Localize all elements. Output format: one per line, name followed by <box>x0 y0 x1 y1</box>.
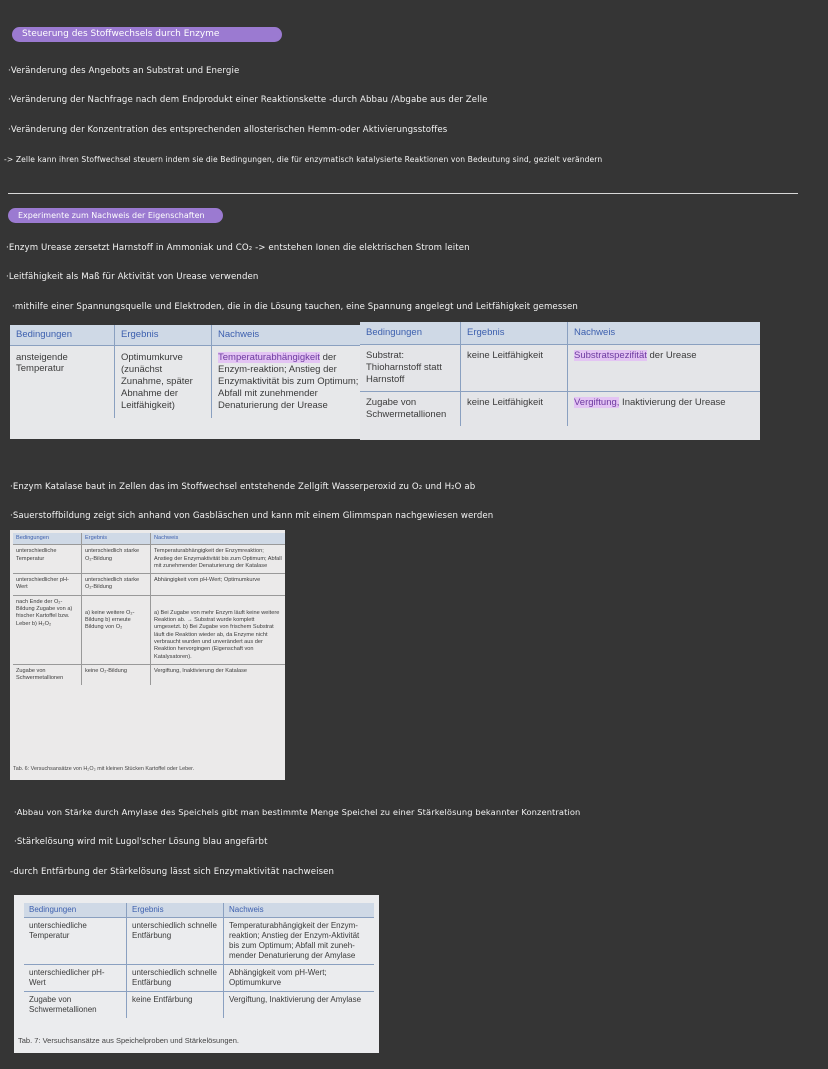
table-caption: Tab. 7: Versuchsansätze aus Speichelproben und Stärkelösungen. <box>18 1036 239 1045</box>
column-header: Ergebnis <box>127 903 224 918</box>
table-cell: keine O₂-Bildung <box>82 664 151 685</box>
table-cell: keine Entfärbung <box>127 992 224 1019</box>
section-heading-enzyme-control: Steuerung des Stoffwechsels durch Enzyme <box>12 27 282 42</box>
note-line: -> Zelle kann ihren Stoffwechsel steuern indem sie die Bedingungen, die für enzymatisch katalysierte Reaktionen von Bedeutung sind, gezielt verändern <box>4 155 603 164</box>
table-cell: Zugabe von Schwermetallionen <box>13 664 82 685</box>
section-heading-experiments: Experimente zum Nachweis der Eigenschaften <box>8 208 223 223</box>
column-header: Bedingungen <box>360 322 461 344</box>
note-line: ·Stärkelösung wird mit Lugol'scher Lösung blau angefärbt <box>14 837 268 847</box>
table-cell: a) keine weitere O₂-Bildung b) erneute Bildung von O₂ <box>82 595 151 664</box>
table-cell: Vergiftung, Inaktivierung der Urease <box>574 396 726 408</box>
urease-table-specificity <box>360 322 760 426</box>
note-line: ·Sauerstoffbildung zeigt sich anhand von Gasbläschen und kann mit einem Glimmspan nachgewiesen werden <box>10 511 494 521</box>
table-cell: unterschiedliche Temperatur <box>24 918 127 965</box>
table-cell: Vergiftung, Inaktivierung der Katalase <box>154 667 247 674</box>
table-cell: keine Leitfähigkeit <box>461 344 568 391</box>
amylase-table-photo <box>14 895 379 1053</box>
highlight: Vergiftung, <box>574 396 620 408</box>
table-cell: unterschiedlicher pH-Wert <box>13 574 82 596</box>
table-cell: Temperaturabhängigkeit der Enzymreaktion; Anstieg der Enzymaktivität bis zum Optimum; Abfall mit zunehmender Denaturierung der Katalase <box>154 548 282 569</box>
table-cell: Substrat: Thioharnstoff statt Harnstoff <box>360 344 461 391</box>
table-cell: a) Bei Zugabe von mehr Enzym läuft keine weitere Reaktion ab. → Substrat wurde komplett umgesetzt. b) Bei Zugabe von frischem Substrat läuft die Reaktion wieder ab, da Enzyme nicht verbraucht wurden und unverändert aus der Reaktion hervorgingen (Eigenschaft von Katalysatoren). <box>154 609 280 660</box>
table-cell: unterschiedlich starke O₂-Bildung <box>82 574 151 596</box>
table-cell: Optimumkurve (zunächst Zunahme, später Abnahme der Leitfähigkeit) <box>115 345 212 418</box>
catalase-table <box>13 533 285 685</box>
column-header: Ergebnis <box>115 325 212 345</box>
table-caption: Tab. 6: Versuchsansätze von H₂O₂ mit kleinen Stücken Kartoffel oder Leber. <box>13 766 195 772</box>
table-cell: Temperaturabhängigkeit der Enzym-reaktion; Anstieg der Enzym-Aktivität bis zum Optimum; Abfall mit zuneh-mender Denaturierung der Amylase <box>229 921 360 960</box>
divider <box>8 193 798 194</box>
column-header: Bedingungen <box>13 533 82 545</box>
note-line: -durch Entfärbung der Stärkelösung lässt sich Enzymaktivität nachweisen <box>10 867 335 877</box>
note-line: ·Leitfähigkeit als Maß für Aktivität von Urease verwenden <box>6 272 259 282</box>
note-line: ·Enzym Urease zersetzt Harnstoff in Ammoniak und CO₂ -> entstehen Ionen die elektrischen Strom leiten <box>6 243 470 253</box>
column-header: Ergebnis <box>82 533 151 545</box>
highlight: Substratspezifität <box>574 349 647 361</box>
column-header: Bedingungen <box>10 325 115 345</box>
table-cell: Abhängigkeit vom pH-Wert; Optimumkurve <box>154 577 261 584</box>
table-cell: Abhängigkeit vom pH-Wert; Optimumkurve <box>229 968 327 987</box>
highlight: Temperaturabhängigkeit <box>218 351 320 363</box>
note-line: ·mithilfe einer Spannungsquelle und Elektroden, die in die Lösung tauchen, eine Spannung angelegt und Leitfähigkeit gemessen <box>12 302 578 312</box>
table-cell: Vergiftung, Inaktivierung der Amylase <box>229 995 362 1004</box>
note-line: ·Veränderung des Angebots an Substrat und Energie <box>8 66 240 76</box>
column-header: Nachweis <box>224 903 375 918</box>
table-cell: unterschiedlich schnelle Entfärbung <box>127 918 224 965</box>
urease-table-photo-right <box>360 322 760 440</box>
urease-table-photo-left <box>10 325 366 439</box>
table-cell: Zugabe von Schwermetallionen <box>360 391 461 426</box>
column-header: Nachweis <box>151 533 286 545</box>
note-line: ·Abbau von Stärke durch Amylase des Speichels gibt man bestimmte Menge Speichel zu einer Stärkelösung bekannter Konzentration <box>14 807 581 817</box>
column-header: Ergebnis <box>461 322 568 344</box>
table-cell: keine Leitfähigkeit <box>461 391 568 426</box>
table-cell: Zugabe von Schwermetallionen <box>24 992 127 1019</box>
note-line: ·Veränderung der Konzentration des entsprechenden allosterischen Hemm-oder Aktivierungsstoffes <box>8 125 448 135</box>
table-cell: Temperaturabhängigkeit der Enzym-reaktion; Anstieg der Enzymaktivität bis zum Optimum; Abfall mit zunehmender Denaturierung der Urease <box>218 351 359 411</box>
catalase-table-photo <box>10 530 285 780</box>
note-line: ·Veränderung der Nachfrage nach dem Endprodukt einer Reaktionskette -durch Abbau /Abgabe aus der Zelle <box>8 95 488 105</box>
table-cell: unterschiedliche Temperatur <box>13 545 82 574</box>
table-cell: Substratspezifität der Urease <box>574 349 697 361</box>
table-cell: ansteigende Temperatur <box>10 345 115 418</box>
note-line: ·Enzym Katalase baut in Zellen das im Stoffwechsel entstehende Zellgift Wasserperoxid zu O₂ und H₂O ab <box>10 482 476 492</box>
amylase-table <box>24 903 374 1018</box>
column-header: Bedingungen <box>24 903 127 918</box>
urease-table-temperature <box>10 325 366 418</box>
column-header: Nachweis <box>568 322 761 344</box>
table-cell: unterschiedlich schnelle Entfärbung <box>127 965 224 992</box>
table-cell: unterschiedlich starke O₂-Bildung <box>82 545 151 574</box>
column-header: Nachweis <box>212 325 367 345</box>
table-cell: nach Ende der O₂-Bildung Zugabe von a) frischer Kartoffel bzw. Leber b) H₂O₂ <box>13 595 82 664</box>
table-cell: unterschiedlicher pH-Wert <box>24 965 127 992</box>
